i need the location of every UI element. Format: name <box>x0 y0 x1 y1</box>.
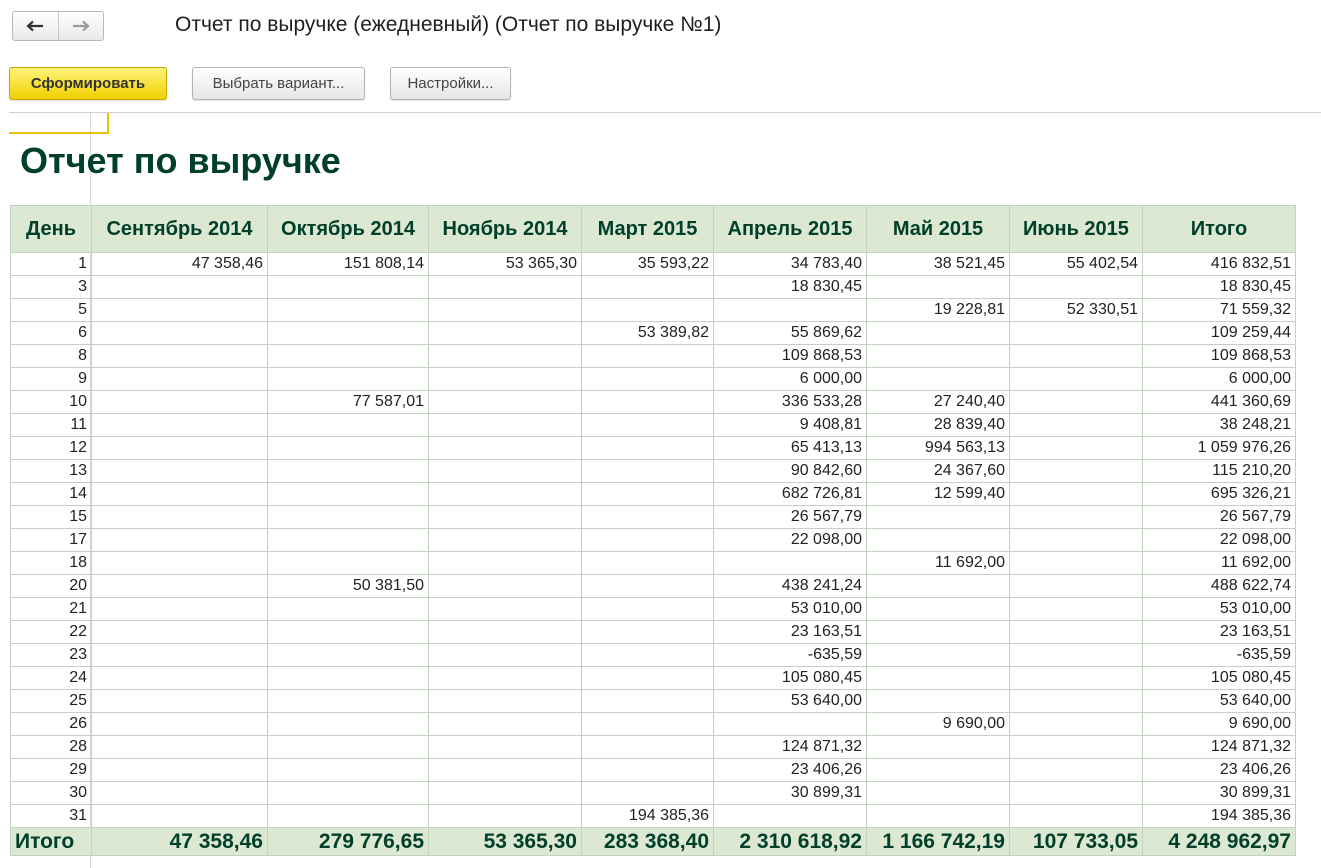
table-row <box>11 299 1296 322</box>
row-total-cell[interactable]: 23 163,51 <box>1143 621 1296 644</box>
revenue-cell[interactable]: 9 690,00 <box>867 713 1010 736</box>
day-cell[interactable]: 17 <box>11 529 92 552</box>
column-total-cell[interactable]: 2 310 618,92 <box>714 828 867 856</box>
revenue-cell[interactable] <box>1010 713 1143 736</box>
revenue-cell[interactable] <box>92 529 268 552</box>
revenue-cell[interactable] <box>582 483 714 506</box>
table-row <box>11 713 1296 736</box>
column-jun-2015-header[interactable]: Июнь 2015 <box>1010 206 1143 253</box>
revenue-cell[interactable] <box>429 667 582 690</box>
revenue-cell[interactable] <box>1010 667 1143 690</box>
revenue-cell[interactable]: 994 563,13 <box>867 437 1010 460</box>
row-total-cell[interactable]: 22 098,00 <box>1143 529 1296 552</box>
row-total-cell[interactable]: 9 690,00 <box>1143 713 1296 736</box>
column-day-header[interactable]: День <box>11 206 92 253</box>
day-cell[interactable]: 13 <box>11 460 92 483</box>
revenue-cell[interactable] <box>92 667 268 690</box>
row-total-cell[interactable]: 53 010,00 <box>1143 598 1296 621</box>
revenue-cell[interactable]: 438 241,24 <box>714 575 867 598</box>
revenue-cell[interactable] <box>92 460 268 483</box>
column-total-cell[interactable]: 279 776,65 <box>268 828 429 856</box>
revenue-cell[interactable] <box>582 460 714 483</box>
row-total-cell[interactable]: 124 871,32 <box>1143 736 1296 759</box>
revenue-cell[interactable] <box>1010 529 1143 552</box>
revenue-cell[interactable]: 26 567,79 <box>714 506 867 529</box>
day-cell[interactable]: 31 <box>11 805 92 828</box>
revenue-cell[interactable]: 52 330,51 <box>1010 299 1143 322</box>
totals-label[interactable]: Итого <box>11 828 92 856</box>
day-cell[interactable]: 10 <box>11 391 92 414</box>
column-total-header[interactable]: Итого <box>1143 206 1296 253</box>
back-button[interactable] <box>13 12 58 40</box>
table-row <box>11 736 1296 759</box>
day-cell[interactable]: 12 <box>11 437 92 460</box>
row-total-cell[interactable]: -635,59 <box>1143 644 1296 667</box>
revenue-cell[interactable] <box>867 759 1010 782</box>
revenue-cell[interactable]: 124 871,32 <box>714 736 867 759</box>
row-total-cell[interactable]: 109 868,53 <box>1143 345 1296 368</box>
day-cell[interactable]: 3 <box>11 276 92 299</box>
table-row <box>11 552 1296 575</box>
revenue-cell[interactable] <box>429 506 582 529</box>
revenue-cell[interactable] <box>268 483 429 506</box>
revenue-cell[interactable] <box>1010 759 1143 782</box>
revenue-cell[interactable] <box>268 598 429 621</box>
revenue-cell[interactable] <box>268 414 429 437</box>
revenue-cell[interactable] <box>429 345 582 368</box>
revenue-cell[interactable]: -635,59 <box>714 644 867 667</box>
revenue-cell[interactable]: 50 381,50 <box>268 575 429 598</box>
table-row <box>11 644 1296 667</box>
day-cell[interactable]: 23 <box>11 644 92 667</box>
day-cell[interactable]: 24 <box>11 667 92 690</box>
revenue-cell[interactable] <box>867 644 1010 667</box>
revenue-cell[interactable] <box>429 483 582 506</box>
row-total-cell[interactable]: 105 080,45 <box>1143 667 1296 690</box>
revenue-cell[interactable] <box>268 368 429 391</box>
table-row <box>11 437 1296 460</box>
revenue-cell[interactable]: 34 783,40 <box>714 253 867 276</box>
table-row <box>11 391 1296 414</box>
revenue-cell[interactable] <box>92 713 268 736</box>
row-total-cell[interactable]: 1 059 976,26 <box>1143 437 1296 460</box>
table-row <box>11 322 1296 345</box>
revenue-cell[interactable] <box>582 713 714 736</box>
revenue-cell[interactable]: 23 406,26 <box>714 759 867 782</box>
revenue-cell[interactable] <box>867 575 1010 598</box>
revenue-cell[interactable] <box>268 736 429 759</box>
column-total-cell[interactable]: 283 368,40 <box>582 828 714 856</box>
revenue-cell[interactable] <box>582 345 714 368</box>
revenue-cell[interactable] <box>867 782 1010 805</box>
revenue-cell[interactable]: 55 869,62 <box>714 322 867 345</box>
day-cell[interactable]: 22 <box>11 621 92 644</box>
revenue-cell[interactable] <box>92 483 268 506</box>
revenue-cell[interactable] <box>582 414 714 437</box>
revenue-cell[interactable] <box>867 690 1010 713</box>
day-cell[interactable]: 15 <box>11 506 92 529</box>
column-apr-2015-header[interactable]: Апрель 2015 <box>714 206 867 253</box>
revenue-cell[interactable] <box>582 667 714 690</box>
revenue-cell[interactable] <box>429 529 582 552</box>
window-title: Отчет по выручке (ежедневный) (Отчет по выручке №1) <box>175 13 722 36</box>
revenue-cell[interactable] <box>1010 552 1143 575</box>
revenue-cell[interactable] <box>582 391 714 414</box>
column-nov-2014-header[interactable]: Ноябрь 2014 <box>429 206 582 253</box>
revenue-cell[interactable]: 65 413,13 <box>714 437 867 460</box>
revenue-cell[interactable] <box>714 299 867 322</box>
revenue-cell[interactable] <box>268 690 429 713</box>
generate-button[interactable]: Сформировать <box>9 67 167 100</box>
revenue-cell[interactable]: 11 692,00 <box>867 552 1010 575</box>
revenue-cell[interactable] <box>429 644 582 667</box>
column-may-2015-header[interactable]: Май 2015 <box>867 206 1010 253</box>
revenue-cell[interactable]: 12 599,40 <box>867 483 1010 506</box>
revenue-cell[interactable] <box>582 368 714 391</box>
revenue-cell[interactable] <box>268 644 429 667</box>
revenue-cell[interactable]: 109 868,53 <box>714 345 867 368</box>
revenue-cell[interactable] <box>1010 598 1143 621</box>
revenue-cell[interactable] <box>1010 736 1143 759</box>
revenue-cell[interactable] <box>1010 644 1143 667</box>
revenue-cell[interactable] <box>1010 575 1143 598</box>
day-cell[interactable]: 29 <box>11 759 92 782</box>
revenue-cell[interactable] <box>1010 506 1143 529</box>
revenue-cell[interactable] <box>429 805 582 828</box>
revenue-cell[interactable] <box>1010 391 1143 414</box>
table-row <box>11 483 1296 506</box>
table-row <box>11 460 1296 483</box>
row-total-cell[interactable]: 26 567,79 <box>1143 506 1296 529</box>
column-sep-2014-header[interactable]: Сентябрь 2014 <box>92 206 268 253</box>
revenue-cell[interactable] <box>867 736 1010 759</box>
column-mar-2015-header[interactable]: Март 2015 <box>582 206 714 253</box>
day-cell[interactable]: 20 <box>11 575 92 598</box>
revenue-cell[interactable]: 27 240,40 <box>867 391 1010 414</box>
day-cell[interactable]: 14 <box>11 483 92 506</box>
column-total-cell[interactable]: 1 166 742,19 <box>867 828 1010 856</box>
column-total-cell[interactable]: 4 248 962,97 <box>1143 828 1296 856</box>
revenue-cell[interactable] <box>429 690 582 713</box>
revenue-cell[interactable]: 38 521,45 <box>867 253 1010 276</box>
day-cell[interactable]: 5 <box>11 299 92 322</box>
revenue-cell[interactable] <box>92 368 268 391</box>
table-row <box>11 368 1296 391</box>
revenue-cell[interactable] <box>867 322 1010 345</box>
revenue-cell[interactable] <box>582 782 714 805</box>
column-total-cell[interactable]: 47 358,46 <box>92 828 268 856</box>
report-table <box>10 205 1296 856</box>
revenue-cell[interactable] <box>867 805 1010 828</box>
revenue-cell[interactable] <box>268 276 429 299</box>
revenue-cell[interactable] <box>429 782 582 805</box>
revenue-cell[interactable] <box>268 759 429 782</box>
table-row <box>11 667 1296 690</box>
revenue-cell[interactable] <box>582 437 714 460</box>
revenue-cell[interactable]: 35 593,22 <box>582 253 714 276</box>
revenue-cell[interactable] <box>429 276 582 299</box>
table-row <box>11 621 1296 644</box>
active-cell-cursor[interactable] <box>9 113 109 134</box>
row-total-cell[interactable]: 38 248,21 <box>1143 414 1296 437</box>
revenue-cell[interactable] <box>1010 345 1143 368</box>
row-total-cell[interactable]: 488 622,74 <box>1143 575 1296 598</box>
revenue-cell[interactable] <box>582 276 714 299</box>
revenue-cell[interactable] <box>268 782 429 805</box>
revenue-cell[interactable] <box>1010 460 1143 483</box>
revenue-cell[interactable] <box>429 299 582 322</box>
revenue-cell[interactable]: 22 098,00 <box>714 529 867 552</box>
revenue-cell[interactable] <box>582 299 714 322</box>
table-row <box>11 506 1296 529</box>
revenue-cell[interactable] <box>1010 276 1143 299</box>
table-header-row <box>11 206 1296 253</box>
table-row <box>11 598 1296 621</box>
revenue-cell[interactable] <box>1010 621 1143 644</box>
arrow-left-icon <box>26 20 44 32</box>
revenue-cell[interactable] <box>582 575 714 598</box>
revenue-cell[interactable] <box>92 644 268 667</box>
table-row <box>11 276 1296 299</box>
arrow-right-icon <box>72 20 90 32</box>
revenue-cell[interactable] <box>429 460 582 483</box>
revenue-cell[interactable] <box>867 529 1010 552</box>
revenue-cell[interactable] <box>92 805 268 828</box>
revenue-cell[interactable] <box>1010 322 1143 345</box>
revenue-cell[interactable]: 23 163,51 <box>714 621 867 644</box>
row-total-cell[interactable]: 11 692,00 <box>1143 552 1296 575</box>
forward-button[interactable] <box>58 12 104 40</box>
revenue-cell[interactable] <box>268 667 429 690</box>
row-total-cell[interactable]: 23 406,26 <box>1143 759 1296 782</box>
revenue-cell[interactable]: 18 830,45 <box>714 276 867 299</box>
day-cell[interactable]: 1 <box>11 253 92 276</box>
revenue-cell[interactable] <box>92 506 268 529</box>
revenue-cell[interactable] <box>268 506 429 529</box>
day-cell[interactable]: 30 <box>11 782 92 805</box>
row-total-cell[interactable]: 53 640,00 <box>1143 690 1296 713</box>
revenue-cell[interactable] <box>92 690 268 713</box>
revenue-cell[interactable] <box>268 552 429 575</box>
revenue-cell[interactable]: 151 808,14 <box>268 253 429 276</box>
table-row <box>11 253 1296 276</box>
revenue-cell[interactable]: 90 842,60 <box>714 460 867 483</box>
revenue-cell[interactable] <box>429 322 582 345</box>
revenue-cell[interactable]: 55 402,54 <box>1010 253 1143 276</box>
revenue-cell[interactable] <box>582 529 714 552</box>
column-total-cell[interactable]: 53 365,30 <box>429 828 582 856</box>
revenue-cell[interactable] <box>268 529 429 552</box>
revenue-cell[interactable] <box>582 644 714 667</box>
revenue-cell[interactable] <box>714 805 867 828</box>
day-cell[interactable]: 9 <box>11 368 92 391</box>
revenue-cell[interactable] <box>1010 805 1143 828</box>
revenue-cell[interactable] <box>867 667 1010 690</box>
table-row <box>11 805 1296 828</box>
column-total-cell[interactable]: 107 733,05 <box>1010 828 1143 856</box>
navigation-buttons <box>12 11 104 41</box>
table-row <box>11 345 1296 368</box>
revenue-cell[interactable] <box>429 713 582 736</box>
settings-button[interactable]: Настройки... <box>390 67 511 100</box>
row-total-cell[interactable]: 416 832,51 <box>1143 253 1296 276</box>
revenue-cell[interactable] <box>867 506 1010 529</box>
revenue-cell[interactable] <box>1010 782 1143 805</box>
day-cell[interactable]: 18 <box>11 552 92 575</box>
revenue-cell[interactable] <box>582 598 714 621</box>
row-total-cell[interactable]: 30 899,31 <box>1143 782 1296 805</box>
table-row <box>11 575 1296 598</box>
revenue-cell[interactable] <box>92 345 268 368</box>
revenue-cell[interactable] <box>92 759 268 782</box>
revenue-cell[interactable]: 682 726,81 <box>714 483 867 506</box>
revenue-cell[interactable]: 53 010,00 <box>714 598 867 621</box>
revenue-cell[interactable]: 6 000,00 <box>714 368 867 391</box>
day-cell[interactable]: 25 <box>11 690 92 713</box>
revenue-cell[interactable] <box>582 736 714 759</box>
row-total-cell[interactable]: 695 326,21 <box>1143 483 1296 506</box>
revenue-cell[interactable] <box>429 736 582 759</box>
table-row <box>11 759 1296 782</box>
report-title: Отчет по выручке <box>20 140 341 181</box>
day-cell[interactable]: 21 <box>11 598 92 621</box>
revenue-cell[interactable]: 77 587,01 <box>268 391 429 414</box>
revenue-cell[interactable]: 105 080,45 <box>714 667 867 690</box>
revenue-cell[interactable] <box>429 759 582 782</box>
row-total-cell[interactable]: 6 000,00 <box>1143 368 1296 391</box>
revenue-cell[interactable] <box>1010 437 1143 460</box>
report-top-border <box>9 112 1321 113</box>
row-total-cell[interactable]: 109 259,44 <box>1143 322 1296 345</box>
revenue-cell[interactable] <box>92 414 268 437</box>
revenue-cell[interactable]: 30 899,31 <box>714 782 867 805</box>
revenue-cell[interactable] <box>92 322 268 345</box>
row-total-cell[interactable]: 194 385,36 <box>1143 805 1296 828</box>
revenue-cell[interactable] <box>1010 368 1143 391</box>
revenue-cell[interactable] <box>714 552 867 575</box>
revenue-cell[interactable] <box>92 552 268 575</box>
revenue-cell[interactable]: 53 389,82 <box>582 322 714 345</box>
revenue-cell[interactable] <box>92 299 268 322</box>
row-total-cell[interactable]: 115 210,20 <box>1143 460 1296 483</box>
table-row <box>11 529 1296 552</box>
select-variant-button[interactable]: Выбрать вариант... <box>192 67 365 100</box>
revenue-cell[interactable]: 336 533,28 <box>714 391 867 414</box>
day-cell[interactable]: 11 <box>11 414 92 437</box>
revenue-cell[interactable] <box>92 391 268 414</box>
revenue-cell[interactable] <box>92 736 268 759</box>
table-row <box>11 414 1296 437</box>
revenue-cell[interactable] <box>268 299 429 322</box>
revenue-cell[interactable] <box>582 759 714 782</box>
revenue-cell[interactable] <box>582 552 714 575</box>
revenue-cell[interactable]: 53 365,30 <box>429 253 582 276</box>
revenue-cell[interactable]: 9 408,81 <box>714 414 867 437</box>
revenue-cell[interactable]: 19 228,81 <box>867 299 1010 322</box>
revenue-cell[interactable] <box>429 575 582 598</box>
revenue-cell[interactable] <box>429 368 582 391</box>
revenue-cell[interactable] <box>268 805 429 828</box>
revenue-cell[interactable]: 53 640,00 <box>714 690 867 713</box>
row-total-cell[interactable]: 441 360,69 <box>1143 391 1296 414</box>
revenue-cell[interactable] <box>429 414 582 437</box>
day-cell[interactable]: 28 <box>11 736 92 759</box>
column-oct-2014-header[interactable]: Октябрь 2014 <box>268 206 429 253</box>
revenue-cell[interactable] <box>92 437 268 460</box>
table-row <box>11 782 1296 805</box>
revenue-cell[interactable] <box>429 437 582 460</box>
revenue-cell[interactable] <box>582 690 714 713</box>
revenue-cell[interactable] <box>1010 483 1143 506</box>
row-total-cell[interactable]: 18 830,45 <box>1143 276 1296 299</box>
revenue-cell[interactable] <box>268 322 429 345</box>
revenue-cell[interactable] <box>92 782 268 805</box>
revenue-cell[interactable] <box>429 391 582 414</box>
revenue-cell[interactable] <box>867 276 1010 299</box>
table-row <box>11 690 1296 713</box>
day-cell[interactable]: 6 <box>11 322 92 345</box>
revenue-cell[interactable] <box>582 506 714 529</box>
revenue-cell[interactable] <box>92 598 268 621</box>
revenue-cell[interactable]: 47 358,46 <box>92 253 268 276</box>
day-cell[interactable]: 8 <box>11 345 92 368</box>
revenue-cell[interactable] <box>867 345 1010 368</box>
revenue-cell[interactable] <box>582 621 714 644</box>
revenue-cell[interactable] <box>268 437 429 460</box>
revenue-cell[interactable] <box>268 621 429 644</box>
revenue-cell[interactable] <box>714 713 867 736</box>
revenue-cell[interactable] <box>92 621 268 644</box>
revenue-cell[interactable] <box>429 621 582 644</box>
revenue-cell[interactable] <box>429 598 582 621</box>
revenue-cell[interactable] <box>429 552 582 575</box>
revenue-cell[interactable]: 194 385,36 <box>582 805 714 828</box>
revenue-cell[interactable] <box>92 276 268 299</box>
revenue-cell[interactable]: 24 367,60 <box>867 460 1010 483</box>
totals-row <box>11 828 1296 856</box>
day-cell[interactable]: 26 <box>11 713 92 736</box>
revenue-cell[interactable] <box>867 598 1010 621</box>
row-total-cell[interactable]: 71 559,32 <box>1143 299 1296 322</box>
revenue-cell[interactable] <box>268 713 429 736</box>
revenue-cell[interactable] <box>1010 414 1143 437</box>
revenue-cell[interactable] <box>268 345 429 368</box>
revenue-cell[interactable] <box>268 460 429 483</box>
revenue-cell[interactable] <box>867 368 1010 391</box>
revenue-cell[interactable] <box>1010 690 1143 713</box>
revenue-cell[interactable] <box>867 621 1010 644</box>
revenue-cell[interactable]: 28 839,40 <box>867 414 1010 437</box>
revenue-cell[interactable] <box>92 575 268 598</box>
